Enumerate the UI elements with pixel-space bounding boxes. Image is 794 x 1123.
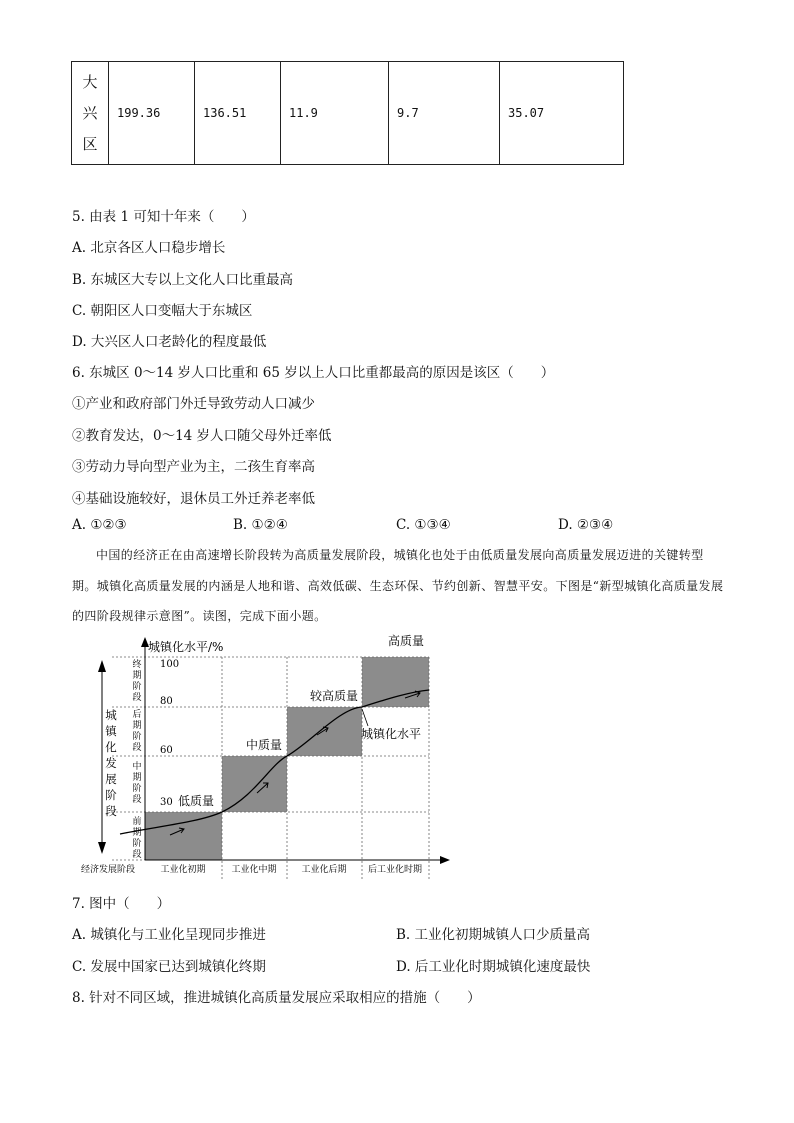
left-title-char: 城 [105, 708, 117, 722]
stage-char: 期 [132, 828, 142, 838]
left-title-char: 发 [105, 756, 117, 770]
table-row [72, 62, 624, 165]
x-category: 工业化初期 [160, 865, 206, 875]
district-char: 大 [82, 72, 98, 91]
curve-label: 城镇化水平 [361, 727, 422, 741]
table-cell: 35.07 [500, 62, 624, 165]
district-char: 兴 [82, 103, 98, 122]
district-char: 区 [82, 134, 98, 153]
stage-char: 前 [132, 817, 142, 827]
label-higher-quality: 较高质量 [310, 689, 359, 703]
x-axis-arrow [440, 856, 450, 864]
q5-option-c[interactable]: C. 朝阳区人口变幅大于东城区 [72, 303, 253, 319]
stage-char: 段 [132, 693, 142, 703]
q6-statement-3: ③劳动力导向型产业为主，二孩生育率高 [72, 459, 315, 475]
label-low-quality: 低质量 [178, 794, 215, 808]
stage-char: 段 [132, 850, 142, 860]
stage-range-arrow-down [98, 842, 106, 854]
table-cell: 136.51 [195, 62, 281, 165]
district-cell [72, 62, 109, 165]
left-title-char: 镇 [105, 724, 117, 738]
y-axis-title: 城镇化水平/% [148, 640, 224, 654]
stage-char: 期 [132, 773, 142, 783]
q7-option-d[interactable]: D. 后工业化时期城镇化速度最快 [396, 959, 591, 975]
high-quality-cell [362, 657, 429, 707]
q6-option-d[interactable]: D. ②③④ [558, 517, 614, 533]
x-category: 工业化后期 [301, 865, 347, 875]
low-quality-cell [145, 812, 222, 860]
y-tick-30: 30 [160, 797, 173, 808]
stage-char: 中 [132, 762, 142, 772]
x-axis-labels [81, 863, 422, 875]
left-title-char: 阶 [105, 788, 117, 802]
population-table [71, 61, 624, 165]
q5-option-d[interactable]: D. 大兴区人口老龄化的程度最低 [72, 334, 267, 350]
left-vertical-title [105, 708, 118, 818]
x-category: 后工业化时期 [367, 865, 423, 875]
q7-option-b[interactable]: B. 工业化初期城镇人口少质量高 [396, 927, 591, 943]
reading-passage: 中国的经济正在由高速增长阶段转为高质量发展阶段，城镇化也处于由低质量发展向高质量发展迈进的关键转型期。城镇化高质量发展的内涵是人地和谐、高效低碳、生态环保、节约创新、智慧平安。下图是“新型城镇化高质量发展的四阶段规律示意图”。读图，完成下面小题。 [72, 548, 724, 623]
q6-stem: 6. 东城区 0～14 岁人口比重和 65 岁以上人口比重都最高的原因是该区（ ） [72, 365, 555, 381]
q7-option-a[interactable]: A. 城镇化与工业化呈现同步推进 [72, 927, 266, 943]
q7-option-c[interactable]: C. 发展中国家已达到城镇化终期 [72, 959, 266, 975]
q6-statement-2: ②教育发达，0～14 岁人口随父母外迁率低 [72, 428, 332, 444]
q7-stem: 7. 图中（ ） [72, 896, 171, 912]
stage-char: 段 [132, 743, 142, 753]
stage-char: 阶 [132, 839, 142, 849]
q6-option-a[interactable]: A. ①②③ [72, 517, 127, 533]
y-tick-100: 100 [160, 659, 180, 670]
stage-char: 阶 [132, 682, 142, 692]
label-medium-quality: 中质量 [246, 738, 283, 752]
stage-char: 期 [132, 671, 142, 681]
table-cell: 199.36 [109, 62, 195, 165]
q6-option-b[interactable]: B. ①②④ [233, 517, 288, 533]
stage-range-arrow-up [98, 660, 106, 672]
y-tick-60: 60 [160, 745, 173, 756]
stage-char: 终 [132, 660, 142, 670]
stage-char: 阶 [132, 732, 142, 742]
curve-label-leader [362, 709, 368, 726]
stage-char: 阶 [132, 784, 142, 794]
x-category: 工业化中期 [231, 865, 277, 875]
table-cell: 9.7 [389, 62, 500, 165]
stage-char: 期 [132, 721, 142, 731]
q6-option-c[interactable]: C. ①③④ [396, 517, 451, 533]
left-title-char: 化 [105, 740, 117, 754]
urbanization-stage-diagram [70, 630, 460, 885]
q8-stem: 8. 针对不同区域，推进城镇化高质量发展应采取相应的措施（ ） [72, 990, 481, 1006]
label-high-quality: 高质量 [388, 634, 425, 648]
stage-char: 段 [132, 795, 142, 805]
left-title-char: 展 [105, 772, 117, 786]
left-title-char: 段 [105, 804, 117, 818]
x-axis-title: 经济发展阶段 [80, 865, 136, 875]
y-tick-80: 80 [160, 696, 173, 707]
q5-option-b[interactable]: B. 东城区大专以上文化人口比重最高 [72, 272, 294, 288]
stage-char: 后 [132, 710, 142, 720]
stage-labels [132, 658, 141, 860]
q6-statement-4: ④基础设施较好，退休员工外迁养老率低 [72, 491, 315, 507]
q6-statement-1: ①产业和政府部门外迁导致劳动人口减少 [72, 396, 315, 412]
q5-option-a[interactable]: A. 北京各区人口稳步增长 [72, 240, 226, 256]
table-cell: 11.9 [281, 62, 389, 165]
q5-stem: 5. 由表 1 可知十年来（ ） [72, 209, 255, 225]
